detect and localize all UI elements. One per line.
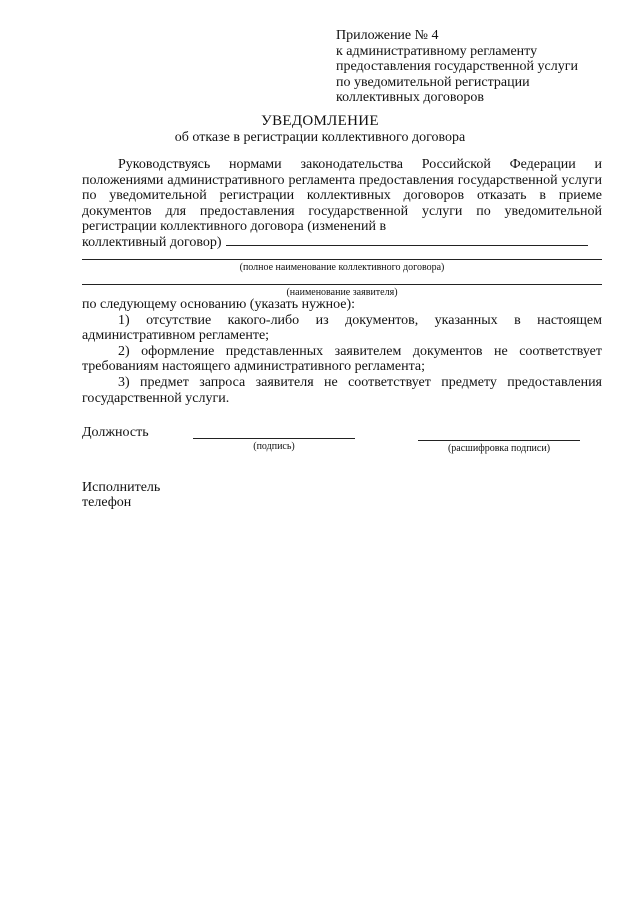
document-subtitle: об отказе в регистрации коллективного договора — [174, 130, 466, 145]
appendix-line: Приложение № 4 — [336, 28, 439, 43]
phone-label: телефон — [82, 495, 132, 510]
intro-paragraph: Руководствуясь нормами законодательства Российской Федерации и положениями административного регламента предоставления государственной услуги по уведомительной регистрации коллективных договоров отказать в приеме документов для предоставления государственной услуги по уведомительной регистрации коллективного договора (изменений в — [82, 157, 602, 235]
basis-item-1: 1) отсутствие какого-либо из документов, указанных в настоящем административном регламенте; — [82, 312, 602, 344]
basis-item-2: 2) оформление представленных заявителем документов не соответствует требованиям настоящего административного регламента; — [82, 343, 602, 375]
basis-item-3: 3) предмет запроса заявителя не соответствует предмету предоставления государственной услуги. — [82, 374, 602, 406]
contract-name-line — [82, 259, 602, 260]
caption-contract-name: (полное наименование коллективного договора) — [239, 262, 445, 273]
caption-signature: (подпись) — [253, 441, 295, 452]
document-title: УВЕДОМЛЕНИЕ — [261, 113, 379, 129]
caption-signature-decode: (расшифровка подписи) — [447, 443, 551, 454]
basis-text: по следующему основанию (указать нужное): — [82, 297, 356, 312]
appendix-line: предоставления государственной услуги — [336, 59, 578, 74]
executor-label: Исполнитель — [82, 480, 161, 495]
contract-fill-line — [226, 235, 588, 246]
appendix-line: по уведомительной регистрации — [336, 74, 530, 90]
applicant-name-line — [82, 284, 602, 285]
signature-line — [193, 438, 355, 439]
basis-section — [82, 297, 602, 406]
intro-last-text: коллективный договор) — [82, 234, 222, 250]
appendix-line: к административному регламенту — [336, 43, 538, 59]
intro-last-line — [82, 235, 602, 251]
signature-decode-line — [418, 440, 580, 441]
position-label: Должность — [82, 425, 149, 440]
document-body — [82, 157, 602, 251]
caption-applicant-name: (наименование заявителя) — [286, 287, 398, 298]
appendix-header — [336, 28, 626, 106]
appendix-line: коллективных договоров — [336, 90, 484, 105]
